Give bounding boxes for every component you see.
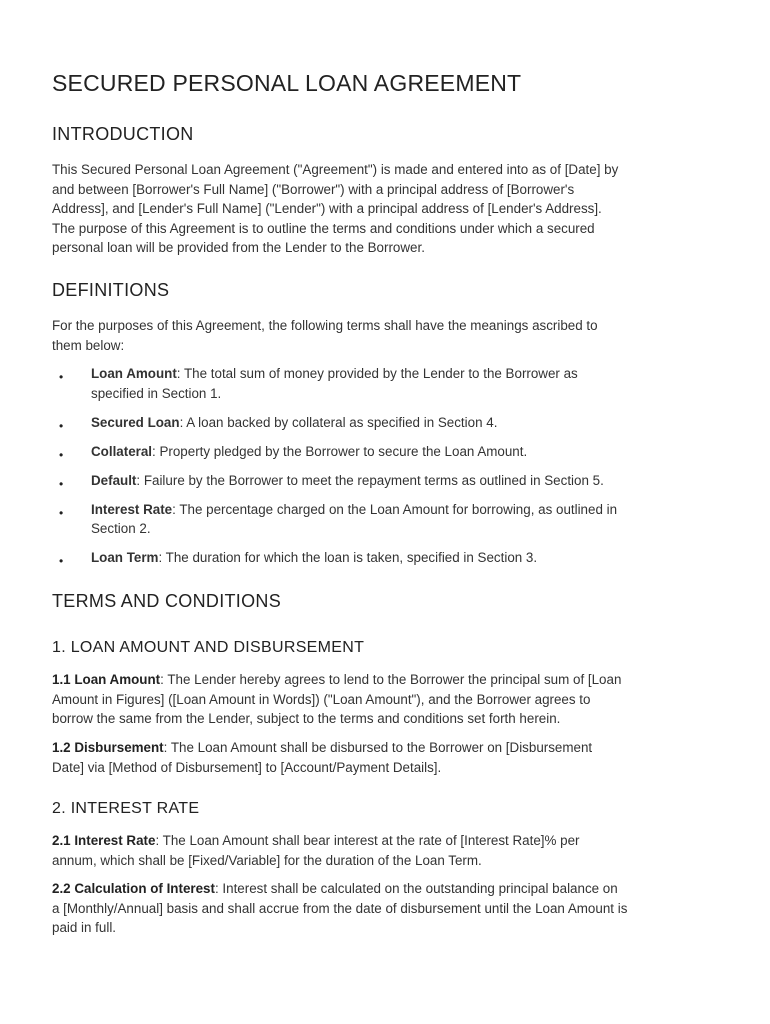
definition-text: specified in Section 1.	[91, 385, 222, 401]
definition-term: Collateral	[91, 443, 153, 459]
definition-text: : A loan backed by collateral as specified in Section 4.	[179, 414, 498, 430]
bullet-icon: •	[59, 476, 64, 491]
definition-term: Loan Amount	[91, 366, 177, 381]
introduction-paragraph	[52, 160, 720, 258]
definitions-intro	[52, 316, 720, 355]
definition-item-collateral	[52, 442, 720, 462]
definition-item-default	[52, 471, 720, 491]
document-title: SECURED PERSONAL LOAN AGREEMENT	[52, 70, 522, 96]
clause-text: : The Loan Amount shall be disbursed to the Borrower on [Disbursement	[163, 740, 593, 755]
intro-line: personal loan will be provided from the Lender to the Borrower.	[52, 240, 425, 256]
terms-heading: TERMS AND CONDITIONS	[52, 591, 282, 611]
clause-1-2	[52, 738, 720, 777]
definition-text: : The duration for which the loan is taken, specified in Section 3.	[158, 550, 538, 566]
clause-label: 2.2 Calculation of Interest	[52, 881, 215, 896]
intro-line: Address], and [Lender's Full Name] ("Lender") with a principal address of [Lender's Address].	[52, 201, 602, 217]
clause-label: 1.2 Disbursement	[52, 740, 164, 755]
bullet-icon: •	[59, 418, 64, 433]
bullet-icon: •	[59, 370, 64, 384]
bullet-icon: •	[59, 505, 64, 520]
definition-item-loan-amount	[52, 364, 720, 403]
clause-2-1	[52, 831, 720, 870]
bullet-icon: •	[59, 447, 64, 462]
definition-term: Interest Rate	[91, 501, 173, 517]
clause-text: Date] via [Method of Disbursement] to [Account/Payment Details].	[52, 759, 442, 775]
clause-text: : The Lender hereby agrees to lend to the Borrower the principal sum of [Loan	[160, 672, 622, 687]
definitions-heading: DEFINITIONS	[52, 280, 170, 300]
clause-1-1	[52, 670, 720, 729]
intro-line: and between [Borrower's Full Name] ("Borrower") with a principal address of [Borrower's	[52, 181, 575, 197]
definition-item-interest-rate	[52, 500, 720, 539]
intro-line: This Secured Personal Loan Agreement ("Agreement") is made and entered into as of [Date] by	[52, 162, 619, 177]
clause-text: borrow the same from the Lender, subject to the terms and conditions set forth herein.	[52, 711, 561, 727]
definition-item-loan-term	[52, 548, 720, 568]
clause-text: : The Loan Amount shall bear interest at the rate of [Interest Rate]% per	[155, 833, 580, 848]
definition-text: : The total sum of money provided by the Lender to the Borrower as	[176, 366, 578, 381]
clause-text: : Interest shall be calculated on the outstanding principal balance on	[214, 881, 618, 896]
definition-text: Section 2.	[91, 521, 151, 537]
intro-line: The purpose of this Agreement is to outline the terms and conditions under which a secured	[52, 220, 595, 236]
clause-text: a [Monthly/Annual] basis and shall accrue from the date of disbursement until the Loan Amount is	[52, 900, 628, 916]
clause-text: annum, which shall be [Fixed/Variable] for the duration of the Loan Term.	[52, 852, 482, 868]
definitions-intro-line: them below:	[52, 337, 125, 353]
clause-label: 1.1 Loan Amount	[52, 672, 161, 687]
bullet-icon: •	[59, 554, 64, 569]
definition-term: Secured Loan	[91, 414, 180, 430]
clause-2-2	[52, 879, 720, 938]
definitions-intro-line: For the purposes of this Agreement, the following terms shall have the meanings ascribed to	[52, 318, 598, 333]
clause-text: Amount in Figures] ([Loan Amount in Words]) ("Loan Amount"), and the Borrower agrees to	[52, 691, 591, 707]
section-1-heading: 1. LOAN AMOUNT AND DISBURSEMENT	[52, 639, 365, 656]
definition-term: Default	[91, 472, 137, 488]
definition-item-secured-loan	[52, 413, 720, 433]
definition-term: Loan Term	[91, 550, 159, 566]
introduction-heading: INTRODUCTION	[52, 124, 194, 144]
clause-label: 2.1 Interest Rate	[52, 833, 156, 848]
section-2-heading: 2. INTEREST RATE	[52, 800, 200, 817]
definitions-list	[52, 364, 720, 577]
clause-text: paid in full.	[52, 920, 117, 936]
definition-text: : Property pledged by the Borrower to secure the Loan Amount.	[152, 443, 528, 459]
definition-text: : The percentage charged on the Loan Amount for borrowing, as outlined in	[172, 501, 618, 517]
definition-text: : Failure by the Borrower to meet the repayment terms as outlined in Section 5.	[136, 472, 604, 488]
